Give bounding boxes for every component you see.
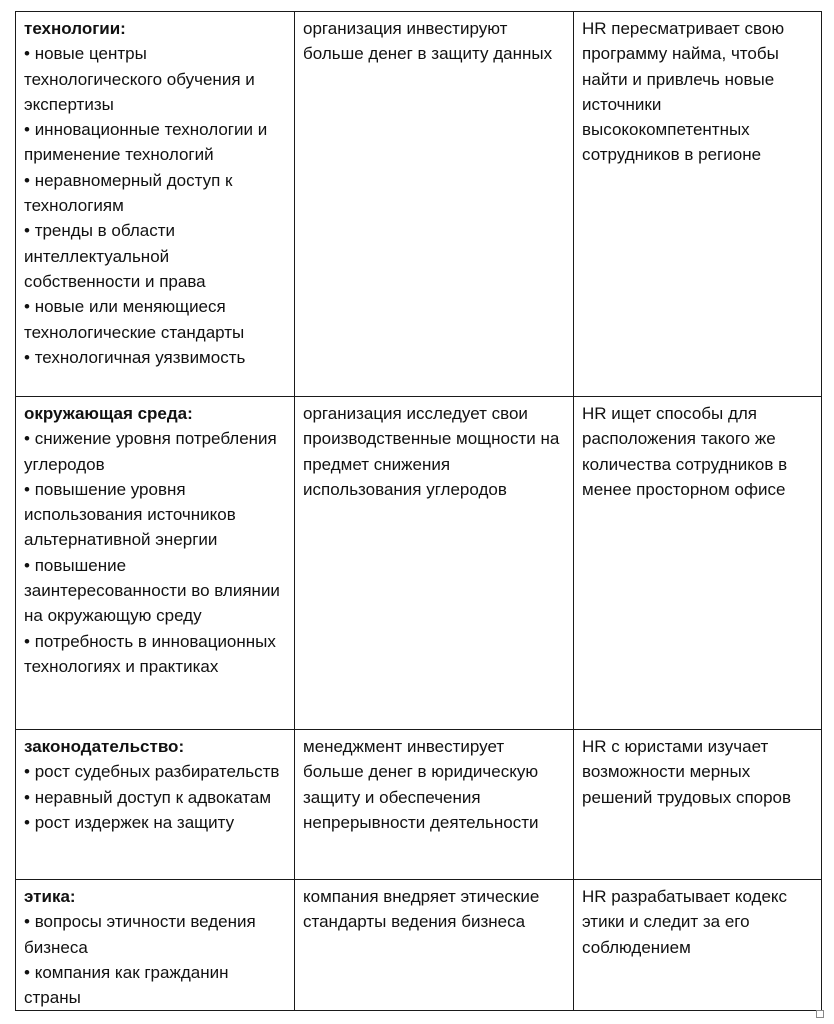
factor-bullet: • технологичная уязвимость xyxy=(24,345,286,370)
factor-bullet: • рост судебных разбирательств xyxy=(24,759,286,784)
factor-title: законодательство: xyxy=(24,737,185,756)
factor-bullet: • новые или меняющиеся технологические стандарты xyxy=(24,294,286,345)
hr-response-text: HR разрабатывает кодекс этики и следит за его соблюдением xyxy=(582,887,788,957)
factor-bullet: • повышение уровня использования источников альтернативной энергии xyxy=(24,477,286,553)
organization-response-text: организация инвестируют больше денег в защиту данных xyxy=(303,19,553,64)
factor-bullet: • тренды в области интеллектуальной собственности и права xyxy=(24,218,286,294)
factor-cell xyxy=(16,12,295,397)
organization-response-cell xyxy=(295,880,574,1011)
organization-response-cell xyxy=(295,397,574,730)
hr-response-text: HR ищет способы для расположения такого же количества сотрудников в менее просторном офисе xyxy=(582,404,788,499)
hr-response-cell xyxy=(574,880,822,1011)
factor-title: окружающая среда: xyxy=(24,404,193,423)
factor-bullet: • инновационные технологии и применение технологий xyxy=(24,117,286,168)
factor-bullet: • новые центры технологического обучения и экспертизы xyxy=(24,41,286,117)
factor-title: технологии: xyxy=(24,19,126,38)
factor-bullet: • повышение заинтересованности во влиянии на окружающую среду xyxy=(24,553,286,629)
table-row-legislation xyxy=(16,730,822,880)
factor-cell xyxy=(16,730,295,880)
hr-response-cell xyxy=(574,397,822,730)
hr-response-text: HR пересматривает свою программу найма, чтобы найти и привлечь новые источники высококомпетентных сотрудников в регионе xyxy=(582,19,785,165)
factor-bullet: • снижение уровня потребления углеродов xyxy=(24,426,286,477)
table-row-environment xyxy=(16,397,822,730)
factor-bullet: • рост издержек на защиту xyxy=(24,810,286,835)
factor-bullet: • потребность в инновационных технологиях и практиках xyxy=(24,629,286,680)
organization-response-cell xyxy=(295,12,574,397)
factor-title: этика: xyxy=(24,887,76,906)
table-resize-handle[interactable] xyxy=(816,1010,824,1018)
factor-bullet: • компания как гражданин страны xyxy=(24,960,286,1011)
hr-response-text: HR с юристами изучает возможности мерных решений трудовых споров xyxy=(582,737,792,807)
hr-response-cell xyxy=(574,12,822,397)
organization-response-text: организация исследует свои производственные мощности на предмет снижения использования углеродов xyxy=(303,404,560,499)
factor-cell xyxy=(16,880,295,1011)
organization-response-text: менеджмент инвестирует больше денег в юридическую защиту и обеспечения непрерывности деятельности xyxy=(303,737,539,832)
factor-bullet: • неравномерный доступ к технологиям xyxy=(24,168,286,219)
factor-cell xyxy=(16,397,295,730)
factor-bullet: • вопросы этичности ведения бизнеса xyxy=(24,909,286,960)
organization-response-text: компания внедряет этические стандарты ведения бизнеса xyxy=(303,887,540,932)
organization-response-cell xyxy=(295,730,574,880)
table-row-ethics xyxy=(16,880,822,1011)
hr-response-cell xyxy=(574,730,822,880)
factor-bullet: • неравный доступ к адвокатам xyxy=(24,785,286,810)
table-row-technology xyxy=(16,12,822,397)
factors-table xyxy=(15,11,822,1011)
